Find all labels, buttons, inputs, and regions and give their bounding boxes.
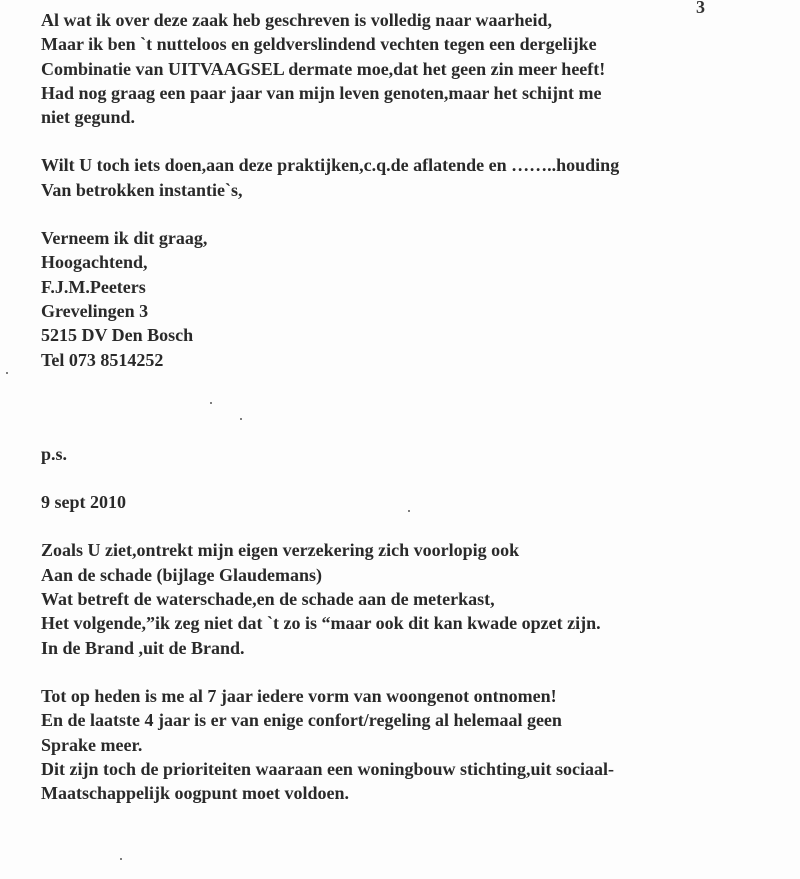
text-line: Zoals U ziet,ontrekt mijn eigen verzekering zich voorlopig ook xyxy=(41,540,520,561)
sender-city: 5215 DV Den Bosch xyxy=(41,325,194,346)
text-line: In de Brand ,uit de Brand. xyxy=(41,637,245,658)
signature-block xyxy=(41,226,781,372)
sender-phone: Tel 073 8514252 xyxy=(41,349,164,370)
text-line: Wat betreft de waterschade,en de schade aan de meterkast, xyxy=(41,589,495,610)
scan-speck xyxy=(6,372,8,374)
paragraph-housing xyxy=(41,684,781,805)
scan-speck xyxy=(408,510,410,512)
text-line: Had nog graag een paar jaar van mijn leven genoten,maar het schijnt me xyxy=(41,82,602,103)
text-line: Tot op heden is me al 7 jaar iedere vorm van woongenot ontnomen! xyxy=(41,685,557,706)
text-line: Sprake meer. xyxy=(41,734,143,755)
text-line: p.s. xyxy=(41,443,68,464)
text-line: Het volgende,”ik zeg niet dat `t zo is “maar ook dit kan kwade opzet zijn. xyxy=(41,613,601,634)
text-line: Maatschappelijk oogpunt moet voldoen. xyxy=(41,783,350,804)
text-line: Wilt U toch iets doen,aan deze praktijken,c.q.de aflatende en ……..houding xyxy=(41,155,620,176)
scan-speck xyxy=(240,418,242,420)
paragraph-insurance xyxy=(41,538,781,659)
sender-name: F.J.M.Peeters xyxy=(41,276,146,297)
sender-street: Grevelingen 3 xyxy=(41,300,149,321)
text-line: Aan de schade (bijlage Glaudemans) xyxy=(41,564,323,585)
text-line: Maar ik ben `t nutteloos en geldverslindend vechten tegen een dergelijke xyxy=(41,34,597,55)
paragraph-closing-statement xyxy=(41,8,781,129)
text-line: En de laatste 4 jaar is er van enige confort/regeling al helemaal geen xyxy=(41,710,562,731)
page-number: 3 xyxy=(696,0,705,17)
date-line: 9 sept 2010 xyxy=(41,492,126,513)
postscript-date xyxy=(41,490,781,514)
scan-speck xyxy=(210,402,212,404)
text-line: Combinatie van UITVAAGSEL dermate moe,dat het geen zin meer heeft! xyxy=(41,58,606,79)
text-line: Van betrokken instantie`s, xyxy=(41,179,243,200)
letter-body xyxy=(41,8,781,805)
postscript-label xyxy=(41,442,781,466)
scan-speck xyxy=(120,858,122,860)
text-line: niet gegund. xyxy=(41,107,136,128)
text-line: Verneem ik dit graag, xyxy=(41,228,208,249)
paragraph-request xyxy=(41,153,781,202)
salutation: Hoogachtend, xyxy=(41,252,148,273)
text-line: Dit zijn toch de prioriteiten waaraan een woningbouw stichting,uit sociaal- xyxy=(41,758,614,779)
text-line: Al wat ik over deze zaak heb geschreven is volledig naar waarheid, xyxy=(41,10,552,30)
